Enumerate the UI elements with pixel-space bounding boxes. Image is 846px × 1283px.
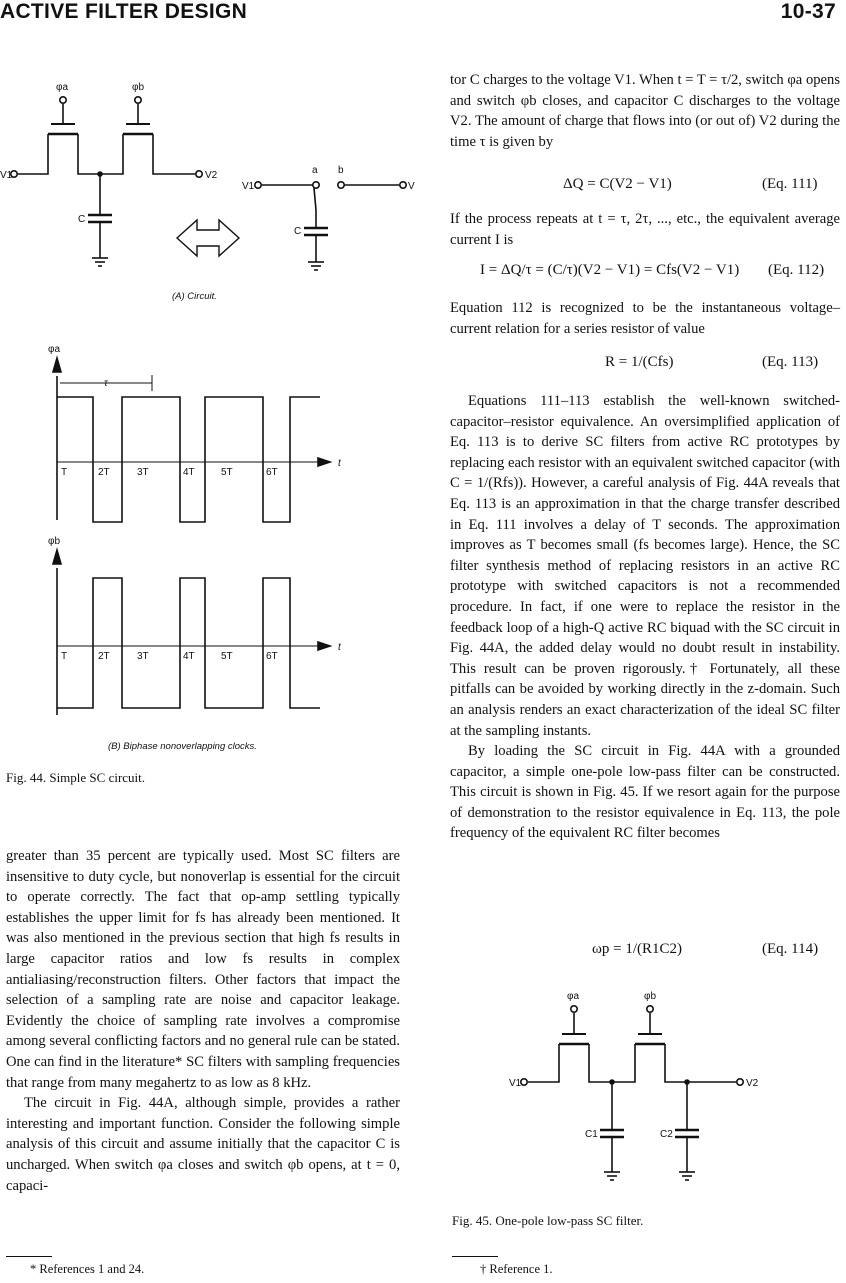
right-column-top (450, 70, 840, 152)
tick-a-5: 5T (221, 467, 233, 478)
left-paragraph-2: The circuit in Fig. 44A, although simple, provides a rather interesting and important function. Consider the following simple analysis of this circuit and assume initially that the capacitor C is uncharged. When switch φa closes and switch φb opens, at t = 0, capaci- (6, 1095, 400, 1194)
clock-b-label: φb (48, 536, 61, 547)
tick-a-6: 6T (266, 467, 278, 478)
tick-b-3: 3T (137, 651, 149, 662)
b-terminal-label: b (338, 165, 344, 176)
equation-111-number: (Eq. 111) (762, 176, 818, 192)
v-label: V (408, 181, 415, 192)
footnote-left: * References 1 and 24. (30, 1262, 145, 1276)
running-header-title: ACTIVE FILTER DESIGN (0, 0, 248, 23)
fig45-phi-a-label: φa (567, 991, 580, 1002)
v1-label: V1 (0, 170, 13, 181)
fig45-c2-label: C2 (660, 1129, 673, 1140)
right-paragraph-5: By loading the SC circuit in Fig. 44A with a grounded capacitor, a simple one-pole low-pass filter can be constructed. This circuit is shown in Fig. 45. If we resort again for the purpose of demonstration to the resistor equivalence in Eq. 113, the pole frequency of the equivalent RC filter becomes (450, 743, 840, 842)
clock-a-label: φa (48, 344, 61, 355)
left-paragraph-1: greater than 35 percent are typically used. Most SC filters are insensitive to duty cycle, but nonoverlap is essential for the circuit to operate correctly. The fact that op-amp settling typically establishes the upper limit for fs has already been mentioned. It was also mentioned in the previous section that high fs results in large capacitor ratios and low fs results in complex antialiasing/reconstruction filters. Other factors that impact the selection of a sampling rate are noise and capacitor leakage. Evidently the choice of sampling rate involves a compromise among several conflicting factors and no general rule can be stated. One can find in the literature* SC filters with sampling frequencies that range from many megahertz to as low as 8 kHz. (6, 848, 400, 1091)
equation-111: ΔQ = C(V2 − V1) (563, 176, 672, 192)
fig45-c1-label: C1 (585, 1129, 598, 1140)
tick-b-4: 4T (183, 651, 195, 662)
tick-b-5: 5T (221, 651, 233, 662)
page-number: 10-37 (780, 0, 836, 23)
right-paragraph-2: If the process repeats at t = τ, 2τ, ..., etc., the equivalent average current I is (450, 211, 840, 248)
tau-label: τ (104, 378, 108, 389)
tick-b-1: T (61, 651, 68, 662)
right-column-p3 (450, 298, 840, 339)
v2-label: V2 (205, 170, 218, 181)
fig45-caption: Fig. 45. One-pole low-pass SC filter. (452, 1213, 644, 1228)
tick-b-6: 6T (266, 651, 278, 662)
tick-a-3: 3T (137, 467, 149, 478)
right-column-body (450, 391, 840, 844)
right-paragraph-3: Equation 112 is recognized to be the instantaneous voltage–current relation for a series resistor of value (450, 300, 840, 337)
equation-112-number: (Eq. 112) (768, 262, 825, 278)
footnote-right: † Reference 1. (480, 1262, 553, 1276)
right-paragraph-1: tor C charges to the voltage V1. When t = T = τ/2, switch φa opens and switch φb closes, and capacitor C discharges to the voltage V2. The amount of charge that flows into (or out of) V2 during the time τ is given by (450, 72, 840, 150)
c-label: C (78, 214, 86, 225)
fig45-v1-label: V1 (509, 1078, 522, 1089)
equation-113-number: (Eq. 113) (762, 354, 819, 370)
tick-a-4: 4T (183, 467, 195, 478)
tick-b-2: 2T (98, 651, 110, 662)
v1-label-eq: V1 (242, 181, 255, 192)
a-terminal-label: a (312, 165, 318, 176)
phi-a-label: φa (56, 82, 69, 93)
footnote-rule-right (452, 1256, 498, 1257)
right-column-p2 (450, 209, 840, 250)
footnote-rule-left (6, 1256, 52, 1257)
fig45-v2-label: V2 (746, 1078, 759, 1089)
time-axis-label-a: t (338, 458, 341, 469)
time-axis-label-b: t (338, 642, 341, 653)
equation-113: R = 1/(Cfs) (605, 354, 674, 370)
left-column (6, 846, 400, 1196)
tick-a-1: T (61, 467, 68, 478)
fig44-caption: Fig. 44. Simple SC circuit. (6, 770, 146, 785)
equation-114-number: (Eq. 114) (762, 941, 819, 957)
c-label-eq: C (294, 226, 302, 237)
fig44b-subcaption: (B) Biphase nonoverlapping clocks. (108, 741, 257, 752)
fig45-phi-b-label: φb (644, 991, 657, 1002)
equation-112: I = ΔQ/τ = (C/τ)(V2 − V1) = Cfs(V2 − V1) (480, 262, 740, 278)
tick-a-2: 2T (98, 467, 110, 478)
phi-b-label: φb (132, 82, 145, 93)
equation-114: ωp = 1/(R1C2) (592, 941, 682, 957)
fig44a-subcaption: (A) Circuit. (172, 291, 217, 302)
right-paragraph-4: Equations 111–113 establish the well-known switched-capacitor–resistor equivalence. An oversimplified application of Eq. 113 is to derive SC filters from active RC prototypes by replacing each resistor with an equivalent switched capacitor (with C = 1/(Rfs)). However, a careful analysis of Fig. 44A reveals that Eq. 113 is an approximation in that the charge transfer described in Eq. 111 involves a delay of T seconds. The approximation improves as T becomes small (fs becomes large). Hence, the SC filter synthesis method of replacing resistors in an active RC prototype with switched capacitors is not a recommended procedure. In fact, if one were to replace the resistor in the feedback loop of a high-Q active RC biquad with the SC circuit in Fig. 44A, the added delay would no doubt result in instability. This result can be proven rigorously.† Fortunately, all these pitfalls can be avoided by working directly in the z-domain. Such an analysis renders an exact characterization of the ideal SC filter at the sampling instants. (450, 393, 840, 739)
